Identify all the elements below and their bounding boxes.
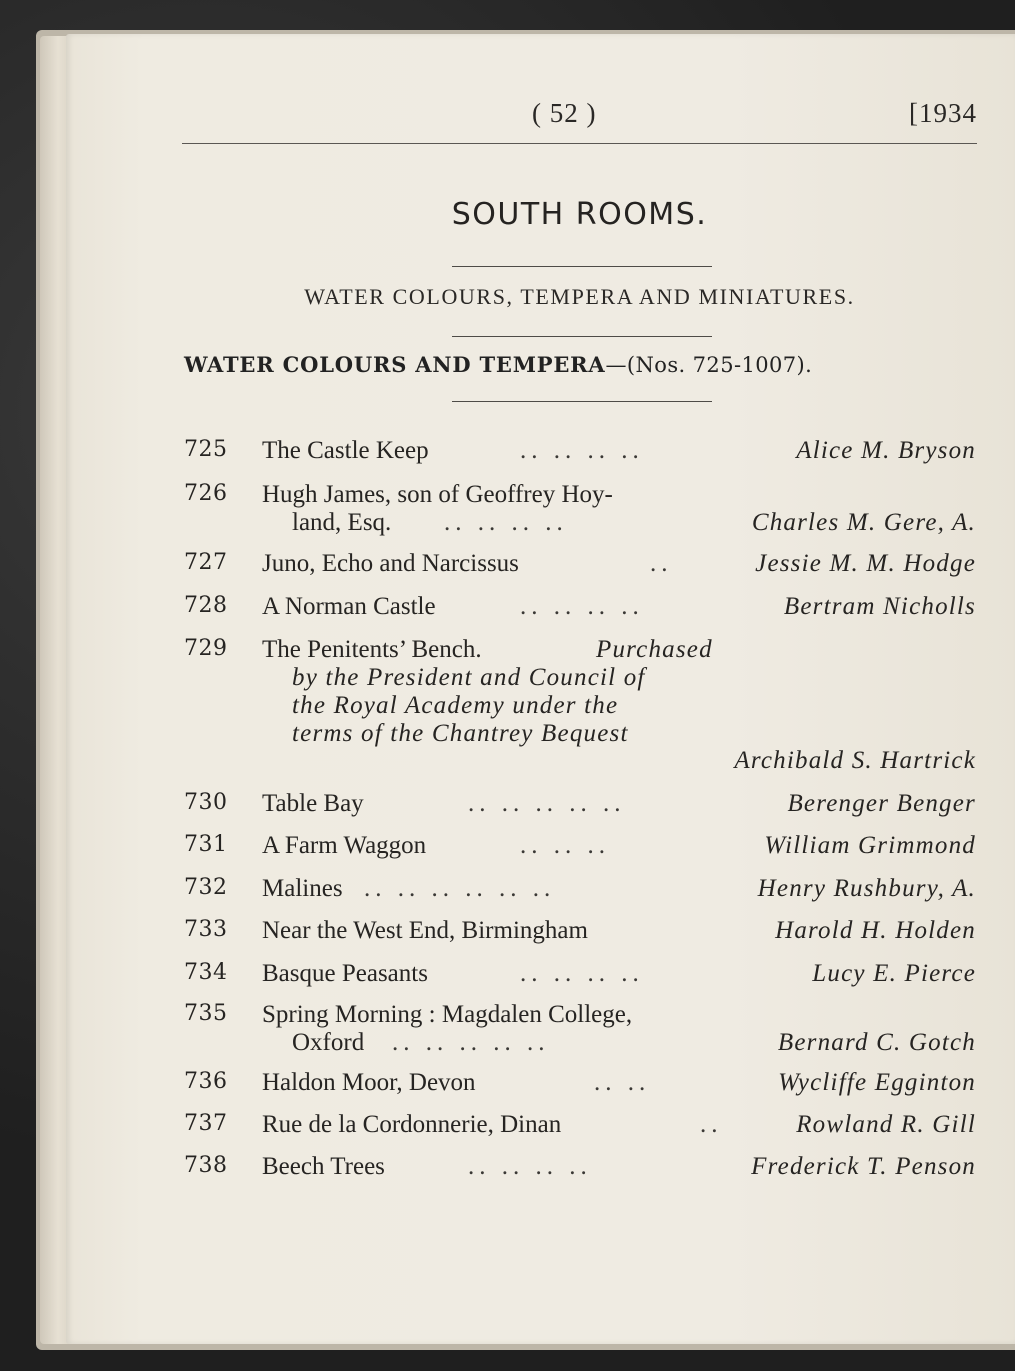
section-title: SOUTH ROOMS. — [451, 197, 708, 232]
entry-artist: Berenger Benger — [787, 790, 976, 817]
leader-dots: .. .. .. — [520, 832, 610, 859]
entry-artist: Henry Rushbury, A. — [757, 875, 976, 902]
entry-artist: Harold H. Holden — [775, 917, 976, 944]
entry-artist: Bernard C. Gotch — [777, 1029, 976, 1056]
entry-title: Malines — [262, 875, 343, 902]
entry-title: Spring Morning : Magdalen College, — [262, 1001, 633, 1028]
leader-dots: .. .. .. .. — [520, 437, 644, 464]
entry-number: 727 — [184, 550, 228, 575]
entry-number: 737 — [184, 1111, 228, 1136]
leader-dots: .. — [700, 1111, 723, 1138]
entry-title: Haldon Moor, Devon — [262, 1069, 476, 1096]
entry-artist: Lucy E. Pierce — [812, 960, 976, 987]
entry-title-continued: Oxford — [292, 1029, 365, 1056]
entry-artist: Frederick T. Penson — [751, 1153, 976, 1180]
entry-title: Rue de la Cordonnerie, Dinan — [262, 1111, 562, 1138]
entry-artist: Archibald S. Hartrick — [734, 747, 976, 774]
entry-number: 726 — [184, 481, 228, 506]
entry-note-line: by the President and Council of — [292, 664, 646, 691]
entry-title: A Norman Castle — [262, 593, 436, 620]
leader-dots: .. .. .. .. .. — [468, 790, 626, 817]
group-heading-text: WATER COLOURS AND TEMPERA — [184, 352, 606, 377]
entry-number: 732 — [184, 875, 228, 900]
entry-title: A Farm Waggon — [262, 832, 427, 859]
entry-title: Table Bay — [262, 790, 364, 817]
leader-dots: .. .. .. .. .. — [392, 1029, 550, 1056]
entry-number: 725 — [184, 437, 228, 462]
entry-number: 736 — [184, 1069, 228, 1094]
section-subtitle: WATER COLOURS, TEMPERA AND MINIATURES. — [304, 284, 855, 309]
entry-artist: William Grimmond — [764, 832, 976, 859]
entry-number: 735 — [184, 1001, 228, 1026]
header-year: [1934 — [909, 98, 977, 128]
entry-number: 734 — [184, 960, 228, 985]
entry-title: Juno, Echo and Narcissus — [262, 550, 519, 577]
leader-dots: .. .. .. .. — [468, 1153, 592, 1180]
entry-number: 730 — [184, 790, 228, 815]
entry-number: 729 — [184, 636, 228, 661]
entry-number: 733 — [184, 917, 228, 942]
entry-artist: Wycliffe Egginton — [778, 1069, 976, 1096]
entry-number: 738 — [184, 1153, 228, 1178]
entry-note-line: the Royal Academy under the — [292, 692, 619, 719]
leader-dots: .. .. .. .. — [444, 509, 568, 536]
entry-artist: Alice M. Bryson — [796, 437, 976, 464]
entry-note-line: terms of the Chantrey Bequest — [292, 720, 629, 747]
leader-dots: .. .. — [594, 1069, 651, 1096]
leader-dots: .. — [650, 550, 673, 577]
leader-dots: .. .. .. .. — [520, 960, 644, 987]
entry-title: Hugh James, son of Geoffrey Hoy- — [262, 481, 613, 508]
entry-title: Near the West End, Birmingham — [262, 917, 588, 944]
entry-title: Beech Trees — [262, 1153, 385, 1180]
entry-artist: Bertram Nicholls — [783, 593, 976, 620]
entry-artist: Rowland R. Gill — [796, 1111, 976, 1138]
entry-title-continued: land, Esq. — [292, 509, 392, 536]
entry-title: The Penitents’ Bench. — [262, 636, 482, 663]
entry-note: Purchased — [596, 636, 713, 663]
entry-title: The Castle Keep — [262, 437, 429, 464]
entry-number: 731 — [184, 832, 228, 857]
page-number: ( 52 ) — [532, 98, 597, 128]
leader-dots: .. .. .. .. — [520, 593, 644, 620]
entry-title: Basque Peasants — [262, 960, 428, 987]
group-range: —(Nos. 725-1007). — [605, 353, 813, 377]
leader-dots: .. .. .. .. .. .. — [364, 875, 556, 902]
entry-number: 728 — [184, 593, 228, 618]
entry-artist: Charles M. Gere, A. — [751, 509, 976, 536]
entry-artist: Jessie M. M. Hodge — [755, 550, 976, 577]
